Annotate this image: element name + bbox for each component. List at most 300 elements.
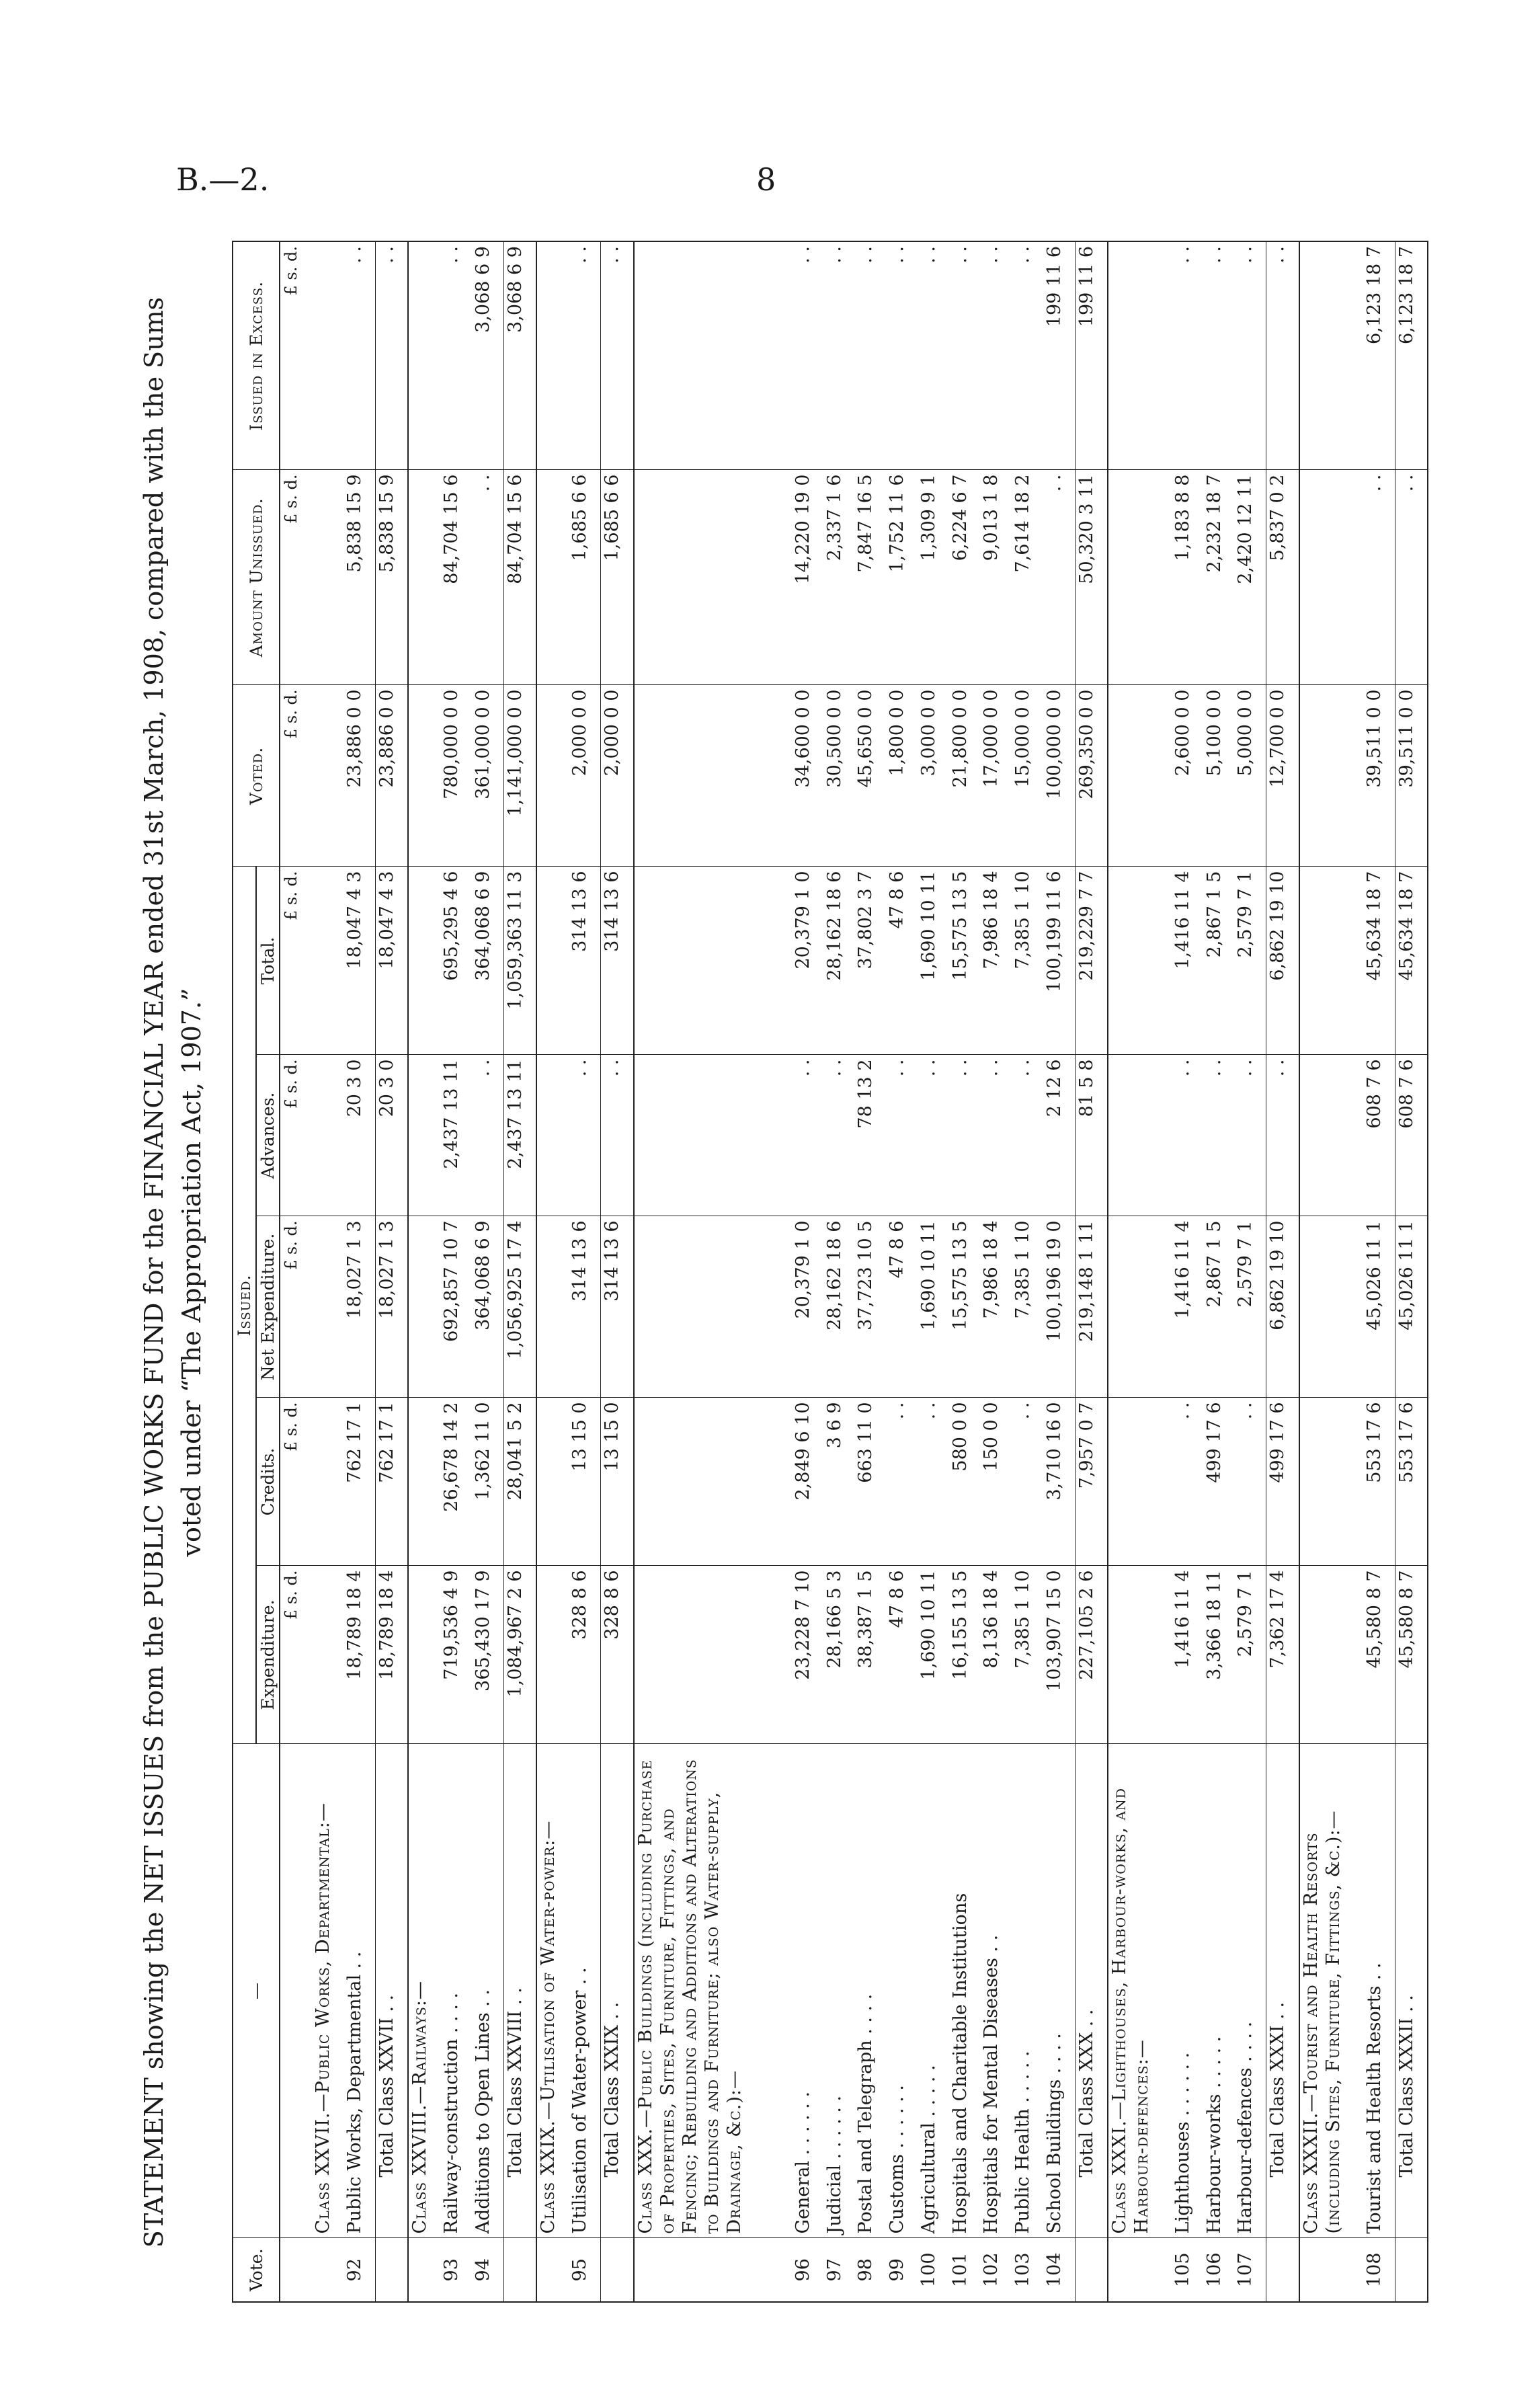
voted-total: 12,700 0 0 (1266, 685, 1299, 867)
unissued-total: . . (1395, 470, 1428, 685)
unissued-unit: £ s. d. (280, 470, 312, 685)
rotated-statement (138, 242, 1432, 2303)
vote-number: 103 (1012, 2238, 1043, 2302)
voted-value: 17,000 0 0 (980, 685, 1012, 867)
expenditure-total: 1,084,967 2 6 (503, 1566, 536, 1744)
total-label: Total Class XXVII . . (375, 1744, 408, 2238)
advances-cell (536, 1055, 569, 1216)
item-description: Hospitals for Mental Diseases . . (980, 1744, 1012, 2238)
excess-value: 6,123 18 7 (1363, 241, 1395, 470)
total-value: 1,690 10 11 (918, 867, 949, 1055)
total-value: 7,385 1 10 (1012, 867, 1043, 1055)
col-expenditure: Expenditure. (256, 1566, 280, 1744)
table-row (472, 241, 503, 2302)
net-expenditure-value: 47 8 6 (886, 1216, 918, 1398)
item-description: General . . . . . . (792, 1744, 823, 2238)
expenditure-unit: £ s. d. (280, 1566, 312, 1744)
expenditure-value: 23,228 7 10 (792, 1566, 823, 1744)
total-total: 18,047 4 3 (375, 867, 408, 1055)
unissued-cell (1108, 470, 1172, 685)
credits-value: 1,362 11 0 (472, 1398, 503, 1566)
total-value: 18,047 4 3 (343, 867, 375, 1055)
credits-value: . . (1012, 1398, 1043, 1566)
advances-value: . . (1234, 1055, 1266, 1216)
advances-total: 608 7 6 (1395, 1055, 1428, 1216)
total-label: Total Class XXIX . . (601, 1744, 634, 2238)
credits-total: 28,041 5 2 (503, 1398, 536, 1566)
advances-cell (634, 1055, 792, 1216)
net-expenditure-total: 314 13 6 (601, 1216, 634, 1398)
expenditure-value: 45,580 8 7 (1363, 1566, 1395, 1744)
expenditure-total: 18,789 18 4 (375, 1566, 408, 1744)
voted-value: 39,511 0 0 (1363, 685, 1395, 867)
total-cell (1299, 867, 1363, 1055)
voted-value: 30,500 0 0 (823, 685, 855, 867)
advances-value: 2 12 6 (1043, 1055, 1075, 1216)
credits-value: 553 17 6 (1363, 1398, 1395, 1566)
table-row (1043, 241, 1075, 2302)
credits-value: 580 0 0 (949, 1398, 981, 1566)
excess-value: . . (854, 241, 886, 470)
description-cell (280, 1744, 312, 2238)
excess-total: 3,068 6 9 (503, 241, 536, 470)
credits-total: 13 15 0 (601, 1398, 634, 1566)
voted-value: 3,000 0 0 (918, 685, 949, 867)
voted-total: 269,350 0 0 (1075, 685, 1108, 867)
net-expenditure-unit: £ s. d. (280, 1216, 312, 1398)
item-description: Tourist and Health Resorts . . (1363, 1744, 1395, 2238)
col-unissued: Amount Unissued. (233, 470, 280, 685)
total-total: 219,229 7 7 (1075, 867, 1108, 1055)
total-label: Total Class XXX . . (1075, 1744, 1108, 2238)
advances-total: 20 3 0 (375, 1055, 408, 1216)
total-cell (634, 867, 792, 1055)
vote-number: 106 (1203, 2238, 1235, 2302)
excess-cell (536, 241, 569, 470)
voted-total: 1,141,000 0 0 (503, 685, 536, 867)
credits-cell (1299, 1398, 1363, 1566)
unissued-value: 2,337 1 6 (823, 470, 855, 685)
vote-cell (1266, 2238, 1299, 2302)
credits-cell (536, 1398, 569, 1566)
voted-value: 23,886 0 0 (343, 685, 375, 867)
table-row (886, 241, 918, 2302)
net-expenditure-total: 45,026 11 1 (1395, 1216, 1428, 1398)
statement-title: STATEMENT showing the NET ISSUES from the PUBLIC WORKS FUND for the FINANCIAL YEAR ended 31st March, 1908, compared with the Sums (139, 296, 169, 2248)
class-heading: Class XXVIII.—Railways:— (408, 1744, 440, 2238)
advances-value: . . (823, 1055, 855, 1216)
unissued-value: 6,224 6 7 (949, 470, 981, 685)
excess-total: . . (1266, 241, 1299, 470)
unissued-cell (408, 470, 440, 685)
advances-value: 20 3 0 (343, 1055, 375, 1216)
net-expenditure-value: 45,026 11 1 (1363, 1216, 1395, 1398)
vote-number: 104 (1043, 2238, 1075, 2302)
net-expenditure-cell (408, 1216, 440, 1398)
net-expenditure-cell (1108, 1216, 1172, 1398)
class-heading-row (1108, 241, 1172, 2302)
excess-cell (634, 241, 792, 470)
vote-number: 105 (1172, 2238, 1203, 2302)
units-row (280, 241, 312, 2302)
excess-unit: £ s. d. (280, 241, 312, 470)
item-description: Additions to Open Lines . . (472, 1744, 503, 2238)
expenditure-value: 8,136 18 4 (980, 1566, 1012, 1744)
expenditure-value: 1,690 10 11 (918, 1566, 949, 1744)
table-row (949, 241, 981, 2302)
item-description: Judicial . . . . . . (823, 1744, 855, 2238)
advances-value: . . (1012, 1055, 1043, 1216)
vote-number: 102 (980, 2238, 1012, 2302)
advances-value: . . (1203, 1055, 1235, 1216)
advances-value: 78 13 2 (854, 1055, 886, 1216)
net-expenditure-total: 6,862 19 10 (1266, 1216, 1299, 1398)
expenditure-value: 38,387 1 5 (854, 1566, 886, 1744)
class-heading-row (634, 241, 792, 2302)
advances-total: . . (601, 1055, 634, 1216)
item-description: Public Works, Departmental . . (343, 1744, 375, 2238)
net-expenditure-value: 364,068 6 9 (472, 1216, 503, 1398)
vote-number: 93 (440, 2238, 472, 2302)
excess-value: . . (792, 241, 823, 470)
total-cell (408, 867, 440, 1055)
unissued-total: 84,704 15 6 (503, 470, 536, 685)
voted-cell (536, 685, 569, 867)
net-expenditure-value: 2,579 7 1 (1234, 1216, 1266, 1398)
advances-value: 2,437 13 11 (440, 1055, 472, 1216)
col-total: Total. (256, 867, 280, 1055)
credits-value: . . (918, 1398, 949, 1566)
advances-value: . . (569, 1055, 600, 1216)
vote-number: 94 (472, 2238, 503, 2302)
excess-cell (408, 241, 440, 470)
excess-value: . . (1234, 241, 1266, 470)
item-description: Postal and Telegraph . . . . (854, 1744, 886, 2238)
net-expenditure-value: 1,690 10 11 (918, 1216, 949, 1398)
class-heading: Class XXXI.—Lighthouses, Harbour-works, and Harbour-defences:— (1108, 1744, 1172, 2238)
table-row (1363, 241, 1395, 2302)
class-total-row (601, 241, 634, 2302)
table-row (1012, 241, 1043, 2302)
total-label: Total Class XXVIII . . (503, 1744, 536, 2238)
unissued-value: 9,013 1 8 (980, 470, 1012, 685)
unissued-value: 1,183 8 8 (1172, 470, 1203, 685)
excess-total: 6,123 18 7 (1395, 241, 1428, 470)
vote-cell (312, 2238, 343, 2302)
net-expenditure-value: 18,027 1 3 (343, 1216, 375, 1398)
excess-value: . . (823, 241, 855, 470)
vote-number: 92 (343, 2238, 375, 2302)
col-voted: Voted. (233, 685, 280, 867)
advances-cell (1299, 1055, 1363, 1216)
voted-total: 2,000 0 0 (601, 685, 634, 867)
voted-total: 39,511 0 0 (1395, 685, 1428, 867)
voted-total: 23,886 0 0 (375, 685, 408, 867)
unissued-value: 2,232 18 7 (1203, 470, 1235, 685)
net-expenditure-cell (312, 1216, 343, 1398)
total-value: 7,986 18 4 (980, 867, 1012, 1055)
total-value: 1,416 11 4 (1172, 867, 1203, 1055)
voted-value: 21,800 0 0 (949, 685, 981, 867)
excess-value: . . (980, 241, 1012, 470)
item-description: Customs . . . . . . (886, 1744, 918, 2238)
advances-value: . . (1172, 1055, 1203, 1216)
unissued-value: . . (1363, 470, 1395, 685)
class-total-row (1266, 241, 1299, 2302)
advances-value: . . (918, 1055, 949, 1216)
item-description: Hospitals and Charitable Institutions (949, 1744, 981, 2238)
class-heading-row (1299, 241, 1363, 2302)
advances-unit: £ s. d. (280, 1055, 312, 1216)
expenditure-value: 2,579 7 1 (1234, 1566, 1266, 1744)
table-row (918, 241, 949, 2302)
class-total-row (503, 241, 536, 2302)
voted-value: 100,000 0 0 (1043, 685, 1075, 867)
net-expenditure-value: 7,986 18 4 (980, 1216, 1012, 1398)
credits-total: 7,957 0 7 (1075, 1398, 1108, 1566)
unissued-cell (312, 470, 343, 685)
unissued-value: 7,847 16 5 (854, 470, 886, 685)
total-unit: £ s. d. (280, 867, 312, 1055)
table-row (1172, 241, 1203, 2302)
credits-value: 3,710 16 0 (1043, 1398, 1075, 1566)
total-cell (312, 867, 343, 1055)
item-description: School Buildings . . . . (1043, 1744, 1075, 2238)
excess-value: . . (569, 241, 600, 470)
net-expenditure-value: 692,857 10 7 (440, 1216, 472, 1398)
table-row (1203, 241, 1235, 2302)
item-description: Utilisation of Water-power . . (569, 1744, 600, 2238)
excess-value: . . (886, 241, 918, 470)
credits-value: 663 11 0 (854, 1398, 886, 1566)
total-total: 6,862 19 10 (1266, 867, 1299, 1055)
expenditure-total: 227,105 2 6 (1075, 1566, 1108, 1744)
statement-table (232, 241, 1428, 2303)
net-expenditure-value: 100,196 19 0 (1043, 1216, 1075, 1398)
unissued-total: 5,838 15 9 (375, 470, 408, 685)
unissued-value: 2,420 12 11 (1234, 470, 1266, 685)
col-excess: Issued in Excess. (233, 241, 280, 470)
net-expenditure-total: 219,148 1 11 (1075, 1216, 1108, 1398)
excess-value: . . (918, 241, 949, 470)
total-label: Total Class XXXI . . (1266, 1744, 1299, 2238)
voted-value: 361,000 0 0 (472, 685, 503, 867)
vote-number: 107 (1234, 2238, 1266, 2302)
unissued-value: 1,309 9 1 (918, 470, 949, 685)
excess-value: 3,068 6 9 (472, 241, 503, 470)
advances-value: . . (472, 1055, 503, 1216)
credits-value: 13 15 0 (569, 1398, 600, 1566)
unissued-value: 1,752 11 6 (886, 470, 918, 685)
unissued-total: 50,320 3 11 (1075, 470, 1108, 685)
class-heading: Class XXX.—Public Buildings (including Purchase of Properties, Sites, Furniture, Fittings, and Fencing; Rebuilding and Additions and Alterations to Buildings and Furniture; also Water-supply, Drainage, &c.):— (634, 1744, 792, 2238)
unissued-value: . . (472, 470, 503, 685)
vote-number: 97 (823, 2238, 855, 2302)
expenditure-cell (408, 1566, 440, 1744)
class-heading: Class XXVII.—Public Works, Departmental:— (312, 1744, 343, 2238)
unissued-total: 5,837 0 2 (1266, 470, 1299, 685)
advances-total: . . (1266, 1055, 1299, 1216)
unissued-cell (1299, 470, 1363, 685)
unissued-value: 1,685 6 6 (569, 470, 600, 685)
total-value: 47 8 6 (886, 867, 918, 1055)
credits-cell (634, 1398, 792, 1566)
credits-value: 150 0 0 (980, 1398, 1012, 1566)
voted-value: 780,000 0 0 (440, 685, 472, 867)
voted-value: 1,800 0 0 (886, 685, 918, 867)
credits-total: 499 17 6 (1266, 1398, 1299, 1566)
credits-value: . . (1172, 1398, 1203, 1566)
table-row (440, 241, 472, 2302)
class-heading: Class XXIX.—Utilisation of Water-power:— (536, 1744, 569, 2238)
expenditure-value: 328 8 6 (569, 1566, 600, 1744)
unissued-value: 14,220 19 0 (792, 470, 823, 685)
credits-total: 762 17 1 (375, 1398, 408, 1566)
advances-cell (408, 1055, 440, 1216)
class-heading-row (536, 241, 569, 2302)
class-total-row (375, 241, 408, 2302)
vote-cell (1108, 2238, 1172, 2302)
voted-cell (1108, 685, 1172, 867)
excess-cell (1108, 241, 1172, 470)
total-total: 1,059,363 11 3 (503, 867, 536, 1055)
total-value: 100,199 11 6 (1043, 867, 1075, 1055)
credits-unit: £ s. d. (280, 1398, 312, 1566)
voted-value: 2,600 0 0 (1172, 685, 1203, 867)
vote-cell (280, 2238, 312, 2302)
col-advances: Advances. (256, 1055, 280, 1216)
advances-value: . . (886, 1055, 918, 1216)
table-row (792, 241, 823, 2302)
col-credits: Credits. (256, 1398, 280, 1566)
credits-value: 499 17 6 (1203, 1398, 1235, 1566)
table-row (823, 241, 855, 2302)
advances-total: 2,437 13 11 (503, 1055, 536, 1216)
credits-value: . . (1234, 1398, 1266, 1566)
table-header (233, 241, 280, 2302)
item-description: Lighthouses . . . . . . (1172, 1744, 1203, 2238)
excess-total: 199 11 6 (1075, 241, 1108, 470)
vote-cell (601, 2238, 634, 2302)
unissued-value: 84,704 15 6 (440, 470, 472, 685)
table-body (280, 241, 1428, 2302)
vote-number: 101 (949, 2238, 981, 2302)
net-expenditure-value: 314 13 6 (569, 1216, 600, 1398)
advances-total: 81 5 8 (1075, 1055, 1108, 1216)
credits-value: 2,849 6 10 (792, 1398, 823, 1566)
vote-number: 95 (569, 2238, 600, 2302)
unissued-total: 1,685 6 6 (601, 470, 634, 685)
expenditure-value: 365,430 17 9 (472, 1566, 503, 1744)
item-description: Railway-construction . . . . (440, 1744, 472, 2238)
credits-value: 3 6 9 (823, 1398, 855, 1566)
credits-cell (312, 1398, 343, 1566)
class-heading: Class XXXII.—Tourist and Health Resorts (including Sites, Furniture, Fittings, &c.):— (1299, 1744, 1363, 2238)
net-expenditure-value: 20,379 1 0 (792, 1216, 823, 1398)
net-expenditure-total: 1,056,925 17 4 (503, 1216, 536, 1398)
vote-number: 108 (1363, 2238, 1395, 2302)
advances-value: . . (949, 1055, 981, 1216)
credits-total: 553 17 6 (1395, 1398, 1428, 1566)
total-value: 2,867 1 5 (1203, 867, 1235, 1055)
credits-value: 762 17 1 (343, 1398, 375, 1566)
voted-value: 45,650 0 0 (854, 685, 886, 867)
col-description: — (233, 1744, 280, 2238)
excess-value: . . (1203, 241, 1235, 470)
advances-value: 608 7 6 (1363, 1055, 1395, 1216)
voted-unit: £ s. d. (280, 685, 312, 867)
voted-value: 34,600 0 0 (792, 685, 823, 867)
total-cell (536, 867, 569, 1055)
excess-value: . . (949, 241, 981, 470)
total-total: 314 13 6 (601, 867, 634, 1055)
expenditure-total: 328 8 6 (601, 1566, 634, 1744)
item-description: Agricultural . . . . . (918, 1744, 949, 2238)
unissued-value: . . (1043, 470, 1075, 685)
expenditure-cell (312, 1566, 343, 1744)
table-row (854, 241, 886, 2302)
vote-number: 99 (886, 2238, 918, 2302)
credits-value: . . (886, 1398, 918, 1566)
advances-value: . . (792, 1055, 823, 1216)
net-expenditure-value: 7,385 1 10 (1012, 1216, 1043, 1398)
expenditure-value: 719,536 4 9 (440, 1566, 472, 1744)
expenditure-total: 45,580 8 7 (1395, 1566, 1428, 1744)
vote-cell (503, 2238, 536, 2302)
excess-value: . . (1172, 241, 1203, 470)
voted-value: 5,100 0 0 (1203, 685, 1235, 867)
total-value: 37,802 3 7 (854, 867, 886, 1055)
item-description: Harbour-works . . . . . (1203, 1744, 1235, 2238)
page-number: 8 (756, 161, 776, 198)
table-row (569, 241, 600, 2302)
expenditure-value: 28,166 5 3 (823, 1566, 855, 1744)
expenditure-value: 47 8 6 (886, 1566, 918, 1744)
voted-cell (1299, 685, 1363, 867)
expenditure-total: 7,362 17 4 (1266, 1566, 1299, 1744)
total-label: Total Class XXXII . . (1395, 1744, 1428, 2238)
net-expenditure-total: 18,027 1 3 (375, 1216, 408, 1398)
expenditure-cell (1108, 1566, 1172, 1744)
excess-value: . . (440, 241, 472, 470)
net-expenditure-value: 2,867 1 5 (1203, 1216, 1235, 1398)
net-expenditure-cell (634, 1216, 792, 1398)
vote-cell (536, 2238, 569, 2302)
unissued-cell (634, 470, 792, 685)
credits-value: 26,678 14 2 (440, 1398, 472, 1566)
vote-cell (408, 2238, 440, 2302)
voted-cell (408, 685, 440, 867)
expenditure-value: 7,385 1 10 (1012, 1566, 1043, 1744)
item-description: Harbour-defences . . . . (1234, 1744, 1266, 2238)
expenditure-value: 1,416 11 4 (1172, 1566, 1203, 1744)
expenditure-value: 16,155 13 5 (949, 1566, 981, 1744)
advances-value: . . (980, 1055, 1012, 1216)
total-total: 45,634 18 7 (1395, 867, 1428, 1055)
total-value: 314 13 6 (569, 867, 600, 1055)
total-value: 695,295 4 6 (440, 867, 472, 1055)
total-value: 28,162 18 6 (823, 867, 855, 1055)
excess-value: 199 11 6 (1043, 241, 1075, 470)
class-heading-row (408, 241, 440, 2302)
credits-cell (408, 1398, 440, 1566)
table-row (980, 241, 1012, 2302)
excess-total: . . (601, 241, 634, 470)
expenditure-cell (634, 1566, 792, 1744)
expenditure-value: 18,789 18 4 (343, 1566, 375, 1744)
total-cell (1108, 867, 1172, 1055)
col-net-expenditure: Net Expenditure. (256, 1216, 280, 1398)
